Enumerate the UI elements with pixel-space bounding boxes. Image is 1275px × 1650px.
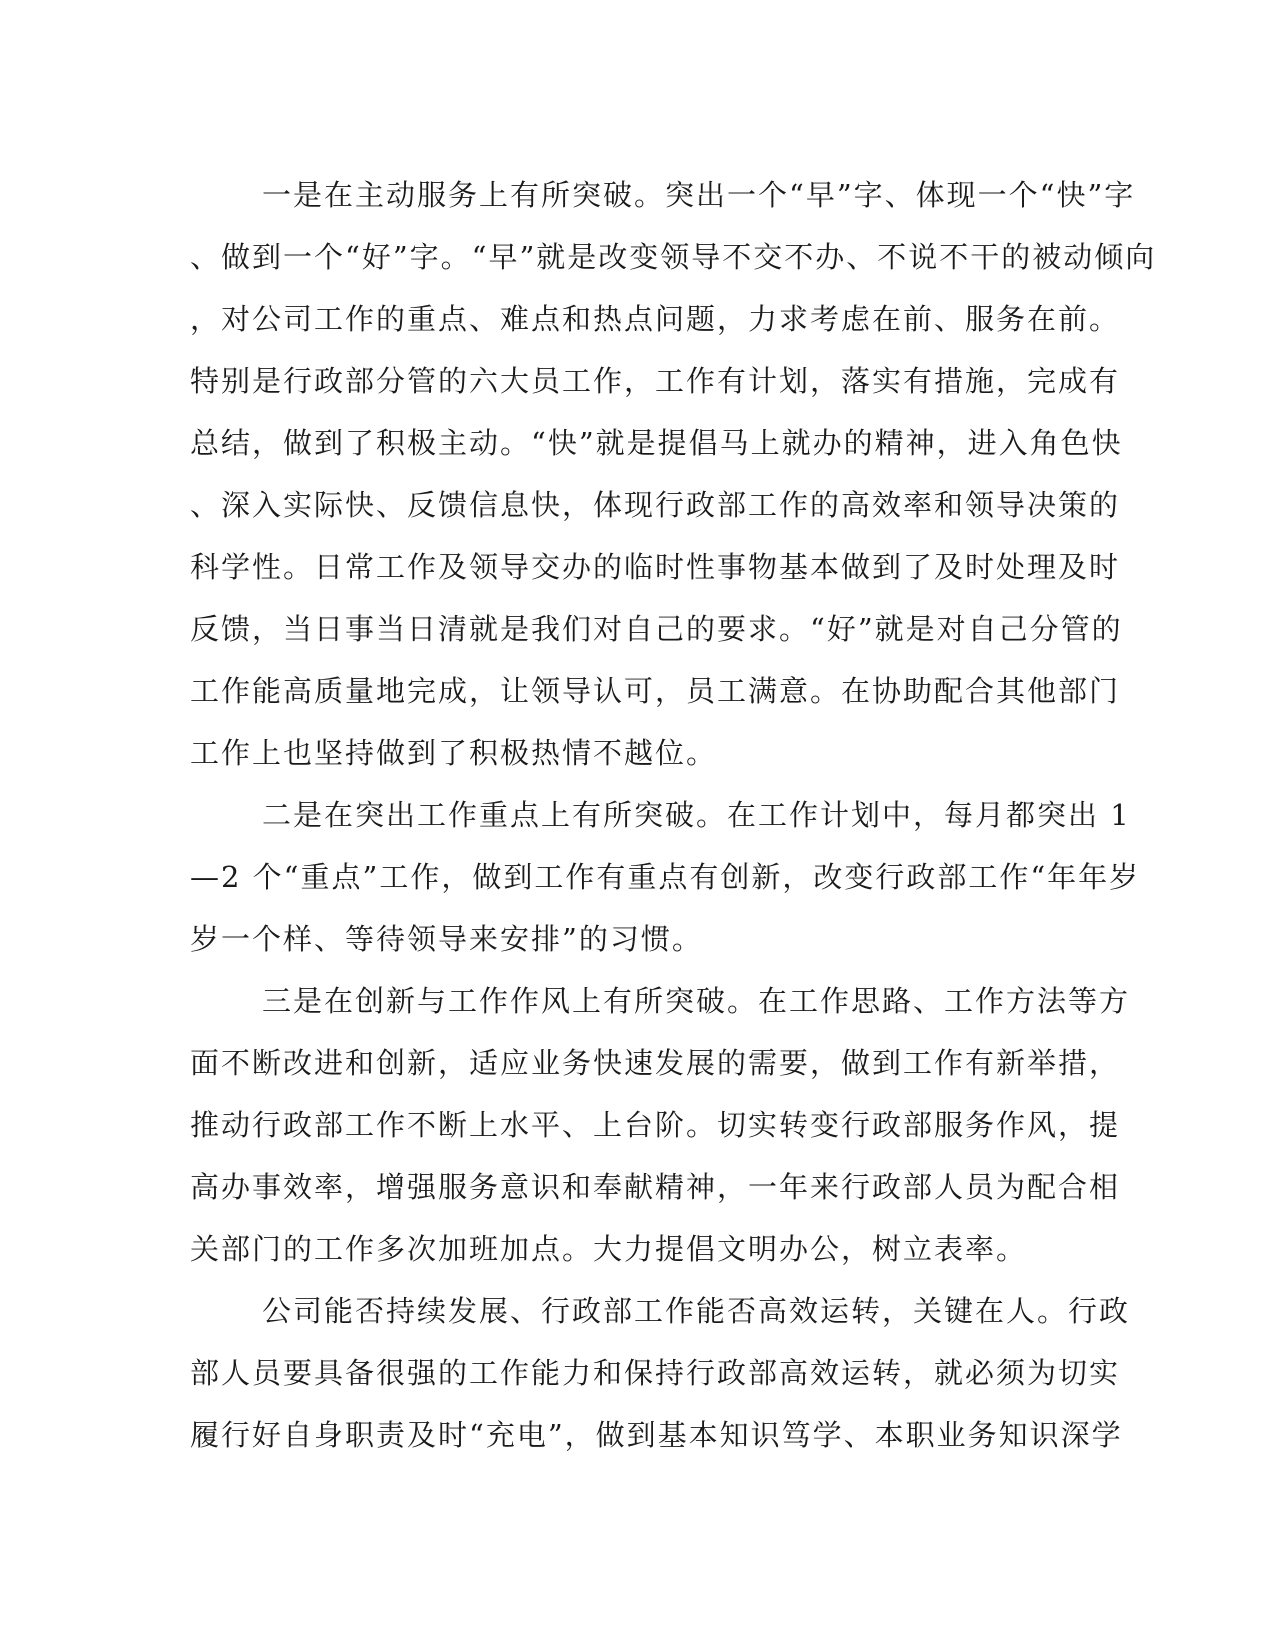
text-line: 推动行政部工作不断上水平、上台阶。切实转变行政部服务作风，提 (190, 1108, 1121, 1142)
text-line: 总结，做到了积极主动。“快”就是提倡马上就办的精神，进入角色快 (190, 426, 1123, 460)
text-line: 反馈，当日事当日清就是我们对自己的要求。“好”就是对自己分管的 (190, 612, 1123, 646)
text-line: 、深入实际快、反馈信息快，体现行政部工作的高效率和领导决策的 (190, 488, 1121, 522)
text-line: 二是在突出工作重点上有所突破。在工作计划中，每月都突出 1 (262, 798, 1131, 832)
text-line: 三是在创新与工作作风上有所突破。在工作思路、工作方法等方 (262, 984, 1131, 1018)
body-text (190, 164, 1157, 1466)
text-line: 、做到一个“好”字。“早”就是改变领导不交不办、不说不干的被动倾向 (190, 240, 1157, 274)
text-line: 部人员要具备很强的工作能力和保持行政部高效运转，就必须为切实 (190, 1356, 1121, 1390)
text-line: ，对公司工作的重点、难点和热点问题，力求考虑在前、服务在前。 (190, 302, 1121, 336)
text-line: 高办事效率，增强服务意识和奉献精神，一年来行政部人员为配合相 (190, 1170, 1121, 1204)
text-line: 工作能高质量地完成，让领导认可，员工满意。在协助配合其他部门 (190, 674, 1121, 708)
text-line: 面不断改进和创新，适应业务快速发展的需要，做到工作有新举措， (190, 1046, 1121, 1080)
text-line: 特别是行政部分管的六大员工作，工作有计划，落实有措施，完成有 (190, 364, 1121, 398)
text-line: —2 个“重点”工作，做到工作有重点有创新，改变行政部工作“年年岁 (190, 860, 1141, 894)
text-line: 一是在主动服务上有所突破。突出一个“早”字、体现一个“快”字 (262, 178, 1136, 212)
text-line: 公司能否持续发展、行政部工作能否高效运转，关键在人。行政 (262, 1294, 1131, 1328)
text-line: 科学性。日常工作及领导交办的临时性事物基本做到了及时处理及时 (190, 550, 1121, 584)
text-line: 关部门的工作多次加班加点。大力提倡文明办公，树立表率。 (190, 1232, 1028, 1266)
text-line: 履行好自身职责及时“充电”，做到基本知识笃学、本职业务知识深学 (190, 1418, 1123, 1452)
text-line: 岁一个样、等待领导来安排”的习惯。 (190, 922, 703, 956)
text-line: 工作上也坚持做到了积极热情不越位。 (190, 736, 718, 770)
